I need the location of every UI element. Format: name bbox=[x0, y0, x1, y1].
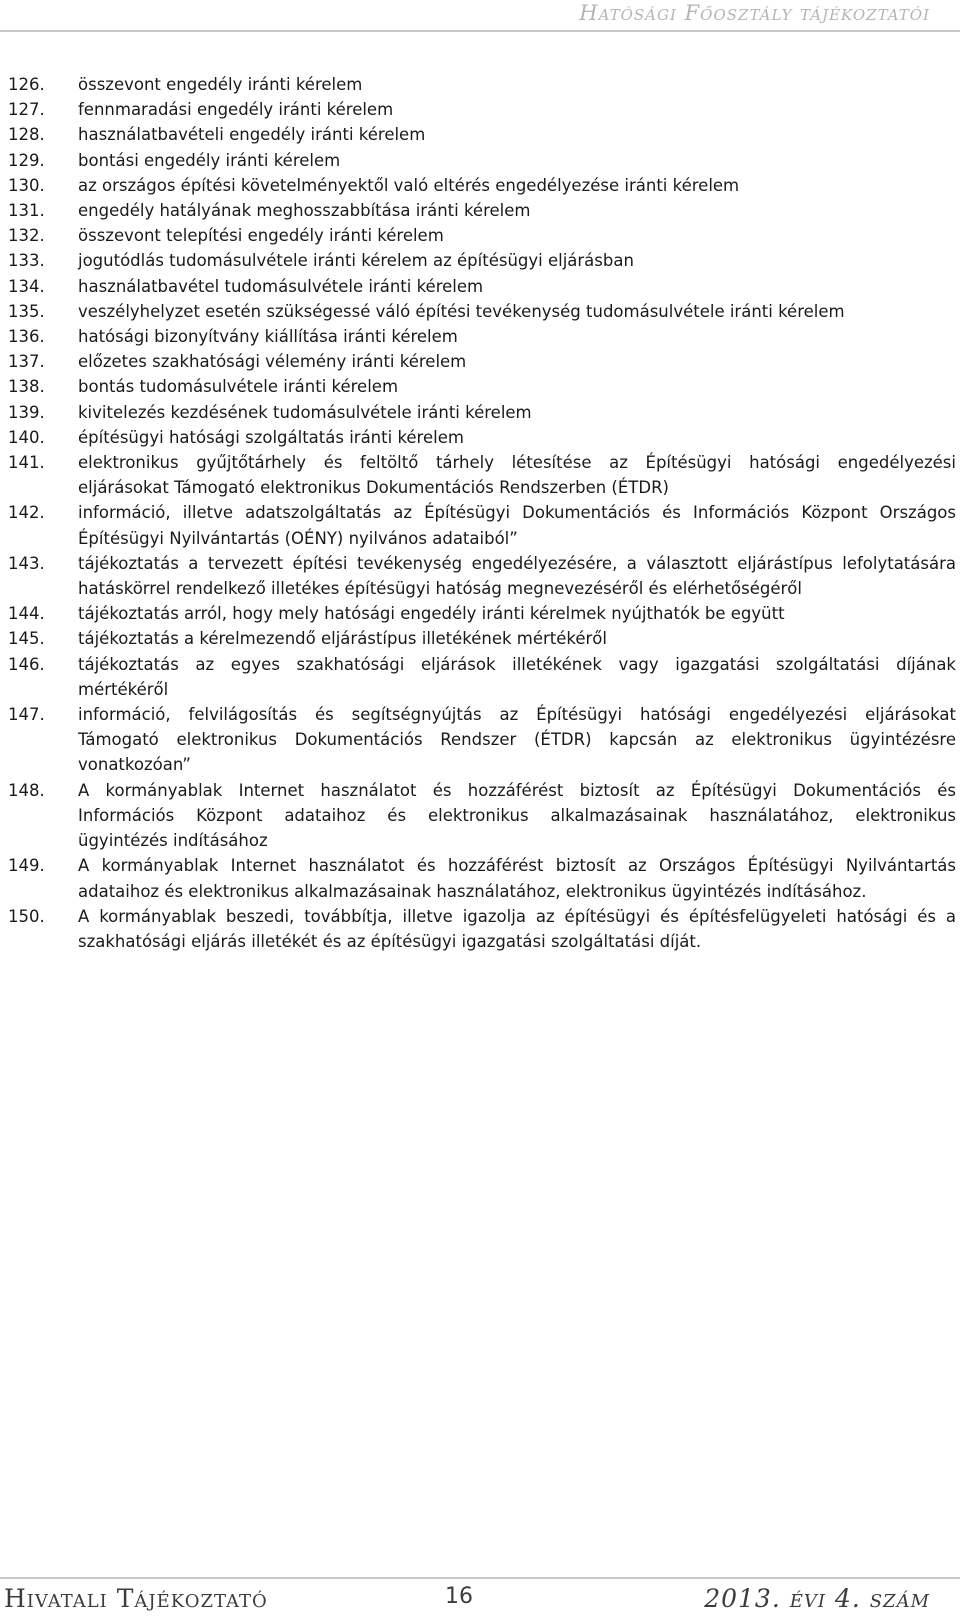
item-text-line: összevont engedély iránti kérelem bbox=[78, 75, 363, 94]
item-text bbox=[78, 702, 956, 778]
item-text-line: veszélyhelyzet esetén szükségessé váló építési tevékenység tudomásulvétele iránti kérelem bbox=[78, 301, 845, 321]
item-number: 142. bbox=[8, 503, 45, 523]
item-text bbox=[78, 853, 956, 903]
item-text-line: vonatkozóan” bbox=[78, 755, 191, 775]
item-text-line: eljárásokat Támogató elektronikus Dokumentációs Rendszerben (ÉTDR) bbox=[78, 478, 669, 498]
numbered-list bbox=[8, 72, 956, 954]
list-item bbox=[8, 148, 956, 173]
item-number: 128. bbox=[8, 125, 45, 145]
item-text bbox=[78, 652, 956, 702]
list-item bbox=[8, 97, 956, 122]
running-header: Hatósági Főosztály tájékoztatói bbox=[579, 1, 930, 25]
item-text bbox=[78, 122, 956, 147]
item-number: 127. bbox=[8, 100, 45, 120]
item-text-line: építésügyi hatósági szolgáltatás iránti kérelem bbox=[78, 427, 464, 447]
item-text-line: A kormányablak Internet használatot és hozzáférést biztosít az Építésügyi Dokumentációs és bbox=[78, 780, 956, 800]
item-number: 126. bbox=[8, 75, 45, 94]
item-text-line: hatósági bizonyítvány kiállítása iránti kérelem bbox=[78, 327, 458, 347]
item-text bbox=[78, 425, 956, 450]
item-text-line: hatáskörrel rendelkező illetékes építésügyi hatóság megnevezéséről és elérhetőségéről bbox=[78, 579, 802, 599]
item-text bbox=[78, 324, 956, 349]
item-number: 134. bbox=[8, 276, 45, 296]
item-text bbox=[78, 148, 956, 173]
list-item bbox=[8, 904, 956, 954]
item-number: 135. bbox=[8, 301, 45, 321]
list-item bbox=[8, 450, 956, 500]
item-text bbox=[78, 626, 956, 651]
item-text bbox=[78, 97, 956, 122]
item-number: 137. bbox=[8, 352, 45, 372]
publication-title: Hivatali Tájékoztató bbox=[4, 1584, 268, 1613]
item-text-line: Támogató elektronikus Dokumentációs Rendszer (ÉTDR) kapcsán az elektronikus ügyintézésre bbox=[78, 730, 956, 750]
item-number: 145. bbox=[8, 629, 45, 649]
item-text-line: bontás tudomásulvétele iránti kérelem bbox=[78, 377, 399, 397]
item-text-line: bontási engedély iránti kérelem bbox=[78, 150, 341, 170]
item-number: 131. bbox=[8, 201, 45, 221]
list-item bbox=[8, 223, 956, 248]
item-text bbox=[78, 500, 956, 550]
item-text-line: fennmaradási engedély iránti kérelem bbox=[78, 100, 394, 120]
item-number: 147. bbox=[8, 705, 45, 725]
item-text-line: A kormányablak beszedi, továbbítja, illetve igazolja az építésügyi és építésfelügyeleti hatósági és a bbox=[78, 906, 956, 926]
item-number: 133. bbox=[8, 251, 45, 271]
list-item bbox=[8, 324, 956, 349]
item-text-line: engedély hatályának meghosszabbítása iránti kérelem bbox=[78, 201, 531, 221]
page-number: 16 bbox=[445, 1584, 473, 1609]
item-text bbox=[78, 551, 956, 601]
list-item bbox=[8, 500, 956, 550]
item-text bbox=[78, 601, 956, 626]
item-text-line: tájékoztatás arról, hogy mely hatósági engedély iránti kérelmek nyújthatók be együtt bbox=[78, 604, 785, 624]
item-text-line: adataihoz és elektronikus alkalmazásainak használatához, elektronikus ügyintézés indításához. bbox=[78, 881, 867, 901]
header-rule bbox=[0, 30, 960, 32]
item-text bbox=[78, 778, 956, 854]
item-text-line: Információs Központ adataihoz és elektronikus alkalmazásainak használatához, elektronikus bbox=[78, 805, 956, 825]
list-item bbox=[8, 274, 956, 299]
footer-rule bbox=[0, 1577, 960, 1579]
item-text bbox=[78, 374, 956, 399]
list-item bbox=[8, 374, 956, 399]
item-text-line: használatbavétel tudomásulvétele iránti kérelem bbox=[78, 276, 484, 296]
list-item bbox=[8, 122, 956, 147]
item-text-line: ügyintézés indításához bbox=[78, 831, 268, 851]
item-text-line: összevont telepítési engedély iránti kérelem bbox=[78, 226, 444, 246]
list-item bbox=[8, 778, 956, 854]
list-item bbox=[8, 248, 956, 273]
item-text bbox=[78, 299, 956, 324]
item-text-line: elektronikus gyűjtőtárhely és feltöltő tárhely létesítése az Építésügyi hatósági engedélyezési bbox=[78, 453, 956, 473]
list-item bbox=[8, 198, 956, 223]
item-number: 143. bbox=[8, 553, 45, 573]
item-text-line: használatbavételi engedély iránti kérelem bbox=[78, 125, 426, 145]
item-text bbox=[78, 72, 956, 97]
item-text bbox=[78, 173, 956, 198]
item-number: 139. bbox=[8, 402, 45, 422]
item-text bbox=[78, 274, 956, 299]
list-item bbox=[8, 400, 956, 425]
item-number: 141. bbox=[8, 453, 45, 473]
item-number: 138. bbox=[8, 377, 45, 397]
item-text-line: tájékoztatás a tervezett építési tevékenység engedélyezésére, a választott eljárástípus lefolytatására bbox=[78, 553, 956, 573]
item-text bbox=[78, 904, 956, 954]
item-number: 150. bbox=[8, 906, 45, 926]
item-text-line: információ, felvilágosítás és segítségnyújtás az Építésügyi hatósági engedélyezési eljárásokat bbox=[78, 705, 956, 725]
item-text-line: információ, illetve adatszolgáltatás az Építésügyi Dokumentációs és Információs Központ Országos bbox=[78, 503, 956, 523]
page-footer bbox=[0, 1584, 960, 1616]
item-text-line: tájékoztatás a kérelmezendő eljárástípus illetékének mértékéről bbox=[78, 629, 607, 649]
item-text-line: kivitelezés kezdésének tudomásulvétele iránti kérelem bbox=[78, 402, 532, 422]
item-text-line: tájékoztatás az egyes szakhatósági eljárások illetékének vagy igazgatási szolgáltatási díjának bbox=[78, 654, 956, 674]
item-number: 140. bbox=[8, 427, 45, 447]
item-text-line: mértékéről bbox=[78, 679, 169, 699]
item-text-line: jogutódlás tudomásulvétele iránti kérelem az építésügyi eljárásban bbox=[78, 251, 634, 271]
list-item bbox=[8, 626, 956, 651]
item-number: 136. bbox=[8, 327, 45, 347]
list-item bbox=[8, 349, 956, 374]
list-item bbox=[8, 425, 956, 450]
item-text bbox=[78, 450, 956, 500]
item-number: 129. bbox=[8, 150, 45, 170]
list-item bbox=[8, 702, 956, 778]
item-text bbox=[78, 248, 956, 273]
item-number: 148. bbox=[8, 780, 45, 800]
list-item bbox=[8, 551, 956, 601]
list-item bbox=[8, 853, 956, 903]
item-text bbox=[78, 400, 956, 425]
item-number: 149. bbox=[8, 856, 45, 876]
item-number: 144. bbox=[8, 604, 45, 624]
item-text bbox=[78, 198, 956, 223]
list-item bbox=[8, 173, 956, 198]
item-text-line: előzetes szakhatósági vélemény iránti kérelem bbox=[78, 352, 467, 372]
item-text-line: szakhatósági eljárás illetékét és az építésügyi igazgatási szolgáltatási díját. bbox=[78, 931, 702, 951]
list-item bbox=[8, 601, 956, 626]
item-text-line: Építésügyi Nyilvántartás (OÉNY) nyilvános adataiból” bbox=[78, 528, 518, 548]
item-number: 132. bbox=[8, 226, 45, 246]
list-item bbox=[8, 72, 956, 97]
item-text bbox=[78, 349, 956, 374]
item-text-line: A kormányablak Internet használatot és hozzáférést biztosít az Országos Építésügyi Nyilvántartás bbox=[78, 856, 956, 876]
item-text bbox=[78, 223, 956, 248]
item-text-line: az országos építési követelményektől való eltérés engedélyezése iránti kérelem bbox=[78, 175, 740, 195]
list-item bbox=[8, 652, 956, 702]
item-number: 146. bbox=[8, 654, 45, 674]
list-item bbox=[8, 299, 956, 324]
item-number: 130. bbox=[8, 175, 45, 195]
issue-label: 2013. évi 4. szám bbox=[704, 1584, 930, 1613]
